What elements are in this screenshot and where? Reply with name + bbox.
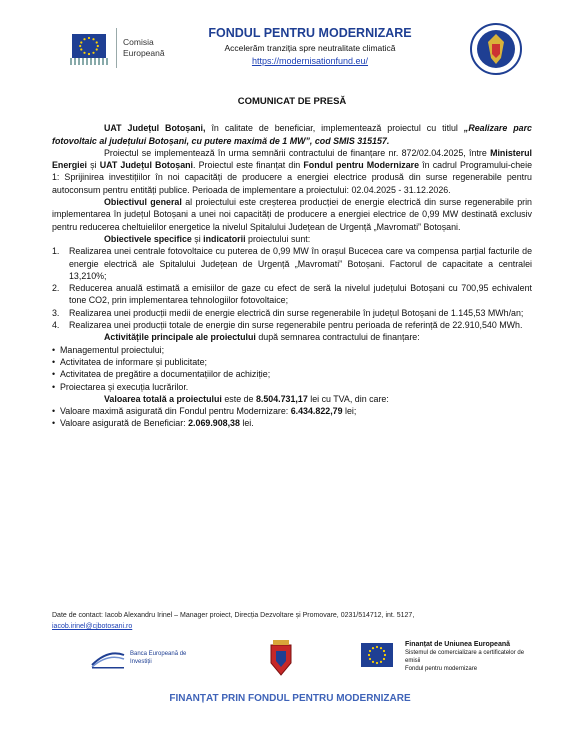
total-value-text: este de	[221, 393, 256, 404]
total-value-label: Valoarea totală a proiectului	[104, 393, 222, 404]
header-title: FONDUL PENTRU MODERNIZARE	[208, 26, 412, 40]
ec-logo-text: Comisia Europeană	[123, 37, 165, 58]
intro-text: în calitate de beneficiar, implementează proiectul cu titlul	[205, 123, 464, 134]
paragraph-general-objective	[52, 196, 532, 233]
specific-text: proiectului sunt:	[245, 233, 311, 244]
list-number: 3.	[52, 307, 60, 318]
list-item	[52, 282, 532, 307]
press-release-body	[52, 96, 532, 430]
list-number: 2.	[52, 283, 60, 294]
paragraph-activities	[52, 331, 532, 343]
ec-emblem-icon	[70, 30, 110, 66]
eu-funding-line1: Sistemul de comercializare a certificatelor de emisii	[405, 650, 525, 664]
paragraph-contract	[52, 147, 532, 196]
ministry-name: Ministerul Energiei	[52, 147, 532, 171]
eu-funding-logo	[361, 641, 541, 681]
beneficiary-name: UAT Județul Botoșani,	[104, 123, 206, 134]
list-item	[52, 319, 532, 331]
bullet-icon: •	[52, 381, 56, 392]
specific-and: și	[191, 233, 204, 244]
total-value-suffix: lei cu TVA, din care:	[307, 393, 389, 404]
general-objective-text: al proiectului este creșterea producției de energie electrică din surse regenerabile prin implementarea în județul Botoșani a unei noi capacități de producere a energiei electrice de 0,99 MW destinată exclusiv pentru reducerea cheltuielilor energetice la nivelul Spitalului Județean de Urgență „Mavromati” Botoșani.	[52, 197, 532, 232]
contact-text: Date de contact: Iacob Alexandru Irinel – Manager proiect, Direcția Dezvoltare și Promovare, 0231/514712, int. 5127,	[52, 612, 415, 619]
fund-value: 6.434.822,79	[290, 406, 343, 417]
list-item-text: Proiectarea și execuția lucrărilor.	[60, 381, 189, 392]
indicators-label: indicatorii	[203, 233, 246, 244]
project-title: „Realizare parc fotovoltaic al județului Botoșani, cu putere maximă de 1 MW”, cod SMIS 315157.	[52, 123, 532, 146]
header-subtitle: Accelerăm tranziția spre neutralitate climatică	[224, 43, 396, 53]
general-objective-label: Obiectivul general	[104, 197, 182, 208]
beneficiary-value-label: Valoare asigurată de Beneficiar:	[60, 418, 189, 429]
list-item-text: Realizarea unei producții totale de energie din surse regenerabile pentru perioada de referință de 22.910,540 MWh.	[69, 320, 523, 331]
list-number: 1.	[52, 246, 60, 257]
bullet-icon: •	[52, 369, 56, 380]
eu-funding-line2: Fondul pentru modernizare	[405, 666, 478, 672]
eu-flag-icon	[361, 643, 393, 667]
list-item	[52, 381, 532, 393]
list-item	[52, 356, 532, 368]
contract-and: și	[87, 160, 100, 171]
activities-list	[52, 344, 532, 393]
contract-text-a: Proiectul se implementează în urma semnării contractului de finanțare nr. 872/02.04.2025, între	[104, 147, 491, 158]
objectives-list	[52, 245, 532, 331]
total-value: 8.504.731,17	[255, 393, 308, 404]
eu-funding-title: Finanțat de Uniunea Europeană	[405, 641, 511, 648]
list-item-text: Realizarea unei centrale fotovoltaice cu puterea de 0,99 MW în orașul Bucecea care va compensa parțial facturile de energie electrică ale Spitalului Județean de Urgență „Mavromati” Botoșani. Factorul de capacitate a centralei 13,210%;	[69, 246, 532, 281]
list-item	[52, 307, 532, 319]
list-item-text: Managementul proiectului;	[60, 344, 165, 355]
fund-value-suffix: lei;	[342, 406, 357, 417]
document-title: COMUNICAT DE PRESĂ	[237, 96, 347, 107]
uat-name: UAT Județul Botoșani	[99, 160, 194, 171]
bullet-icon: •	[52, 344, 56, 355]
bullet-icon: •	[52, 356, 56, 367]
contract-text-c: în cadrul Programului-cheie 1: Sprijinirea investițiilor în noi capacități de producere a energiei electrice produsă din surse regenerabile pentru autoconsum pentru entități publice. Perioada de implementare a proiectului: 02.04.2025 - 31.12.2026.	[52, 160, 533, 195]
list-item-text: Activitatea de pregătire a documentațiilor de achiziție;	[60, 369, 271, 380]
list-item	[52, 245, 532, 282]
list-item	[52, 344, 532, 356]
beneficiary-value: 2.069.908,38	[188, 418, 240, 429]
list-item	[52, 368, 532, 380]
list-item-text: Realizarea unei producții medii de energie electrică din surse regenerabile în județul Botoșani de 1.145,53 MWh/an;	[69, 307, 524, 318]
botosani-county-crest-icon	[267, 639, 295, 677]
eib-logo-text: Banca Europeană de Investiții	[130, 651, 187, 665]
contact-info	[52, 610, 532, 632]
contract-text-b: . Proiectul este finanțat din	[193, 160, 304, 171]
paragraph-specific-objectives	[52, 233, 532, 245]
fund-name: Fondul pentru Modernizare	[303, 160, 420, 171]
activities-label: Activitățile principale ale proiectului	[104, 332, 256, 343]
paragraph-total-value	[52, 393, 532, 405]
fund-value-label: Valoare maximă asigurată din Fondul pentru Modernizare:	[60, 406, 291, 417]
activities-text: după semnarea contractului de finanțare:	[255, 332, 420, 343]
paragraph-intro	[52, 122, 532, 147]
bullet-icon: •	[52, 406, 56, 417]
bullet-icon: •	[52, 418, 56, 429]
list-number: 4.	[52, 320, 60, 331]
footer-banner: FINANȚAT PRIN FONDUL PENTRU MODERNIZARE	[169, 693, 411, 704]
eib-emblem-icon	[90, 647, 126, 669]
eib-logo	[90, 643, 230, 673]
value-item-beneficiary	[52, 417, 532, 429]
header-url-link[interactable]: https://modernisationfund.eu/	[251, 56, 369, 66]
specific-objectives-label: Obiectivele specifice	[104, 233, 192, 244]
romanian-government-crest-icon	[470, 22, 522, 76]
value-item-fund	[52, 405, 532, 417]
list-item-text: Activitatea de informare și publicitate;	[60, 356, 208, 367]
list-item-text: Reducerea anuală estimată a emisiilor de gaze cu efect de seră la nivelul județului Botoșani cu 700,95 echivalent tone CO2, prin implementarea tehnologiilor fotovoltaice;	[69, 283, 532, 306]
contact-email-link[interactable]: iacob.irinel@cjbotosani.ro	[52, 623, 133, 630]
beneficiary-value-suffix: lei.	[239, 418, 254, 429]
